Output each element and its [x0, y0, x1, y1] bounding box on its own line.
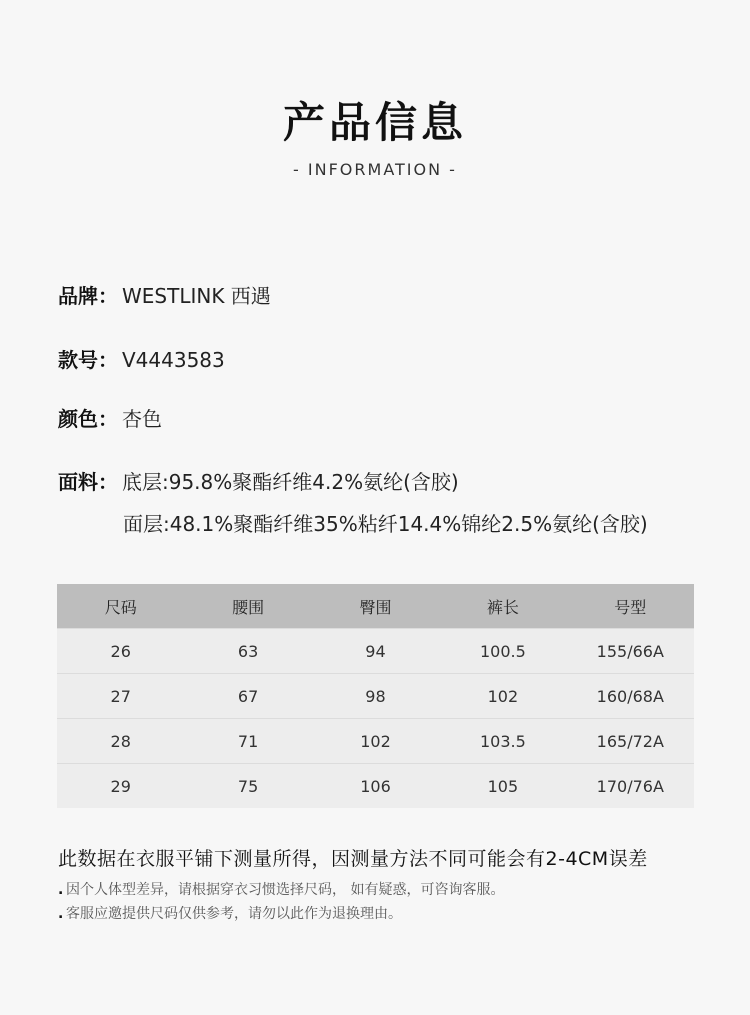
table-cell: 26	[57, 629, 184, 674]
table-cell: 170/76A	[567, 764, 694, 809]
fabric-line-2: 面层:48.1%聚酯纤维35%粘纤14.4%锦纶2.5%氨纶(含胶)	[123, 512, 648, 536]
table-cell: 94	[312, 629, 439, 674]
brand-label: 品牌：	[58, 284, 118, 308]
header-size: 尺码	[57, 584, 184, 629]
style-no-value: V4443583	[122, 348, 225, 372]
table-cell: 165/72A	[567, 719, 694, 764]
note-item	[58, 903, 402, 923]
table-cell: 67	[184, 674, 311, 719]
size-table	[57, 584, 694, 808]
table-cell: 103.5	[439, 719, 566, 764]
size-table-header	[57, 584, 694, 629]
fabric-label: 面料：	[58, 470, 118, 494]
note-item-text: 因个人体型差异，请根据穿衣习惯选择尺码， 如有疑惑，可咨询客服。	[66, 882, 505, 898]
page-subtitle: - INFORMATION -	[293, 160, 457, 179]
table-cell: 160/68A	[567, 674, 694, 719]
color-value: 杏色	[122, 407, 162, 431]
style-no-label: 款号：	[58, 348, 118, 372]
table-cell: 28	[57, 719, 184, 764]
table-row	[57, 764, 694, 809]
color-row	[58, 403, 162, 432]
page-title: 产品信息	[282, 98, 467, 147]
measurement-note: 此数据在衣服平铺下测量所得，因测量方法不同可能会有2-4CM误差	[58, 848, 648, 870]
brand-row	[58, 280, 271, 309]
note-item-text: 客服应邀提供尺码仅供参考，请勿以此作为退换理由。	[66, 906, 402, 922]
table-row	[57, 719, 694, 764]
fabric-line-1: 底层:95.8%聚酯纤维4.2%氨纶(含胶)	[122, 470, 459, 494]
note-item	[58, 879, 504, 899]
header-fit: 号型	[567, 584, 694, 629]
header-hip: 臀围	[312, 584, 439, 629]
table-row	[57, 629, 694, 674]
header-waist: 腰围	[184, 584, 311, 629]
table-cell: 63	[184, 629, 311, 674]
bullet-icon: .	[58, 906, 64, 922]
table-cell: 98	[312, 674, 439, 719]
bullet-icon: .	[58, 882, 64, 898]
brand-value: WESTLINK 西遇	[122, 284, 271, 308]
table-cell: 75	[184, 764, 311, 809]
table-cell: 106	[312, 764, 439, 809]
table-cell: 155/66A	[567, 629, 694, 674]
table-cell: 105	[439, 764, 566, 809]
style-no-row	[58, 344, 225, 373]
table-cell: 71	[184, 719, 311, 764]
color-label: 颜色：	[58, 407, 118, 431]
header-length: 裤长	[439, 584, 566, 629]
fabric-row	[58, 466, 459, 495]
table-cell: 102	[439, 674, 566, 719]
table-row	[57, 674, 694, 719]
table-cell: 100.5	[439, 629, 566, 674]
table-cell: 27	[57, 674, 184, 719]
table-cell: 102	[312, 719, 439, 764]
table-cell: 29	[57, 764, 184, 809]
